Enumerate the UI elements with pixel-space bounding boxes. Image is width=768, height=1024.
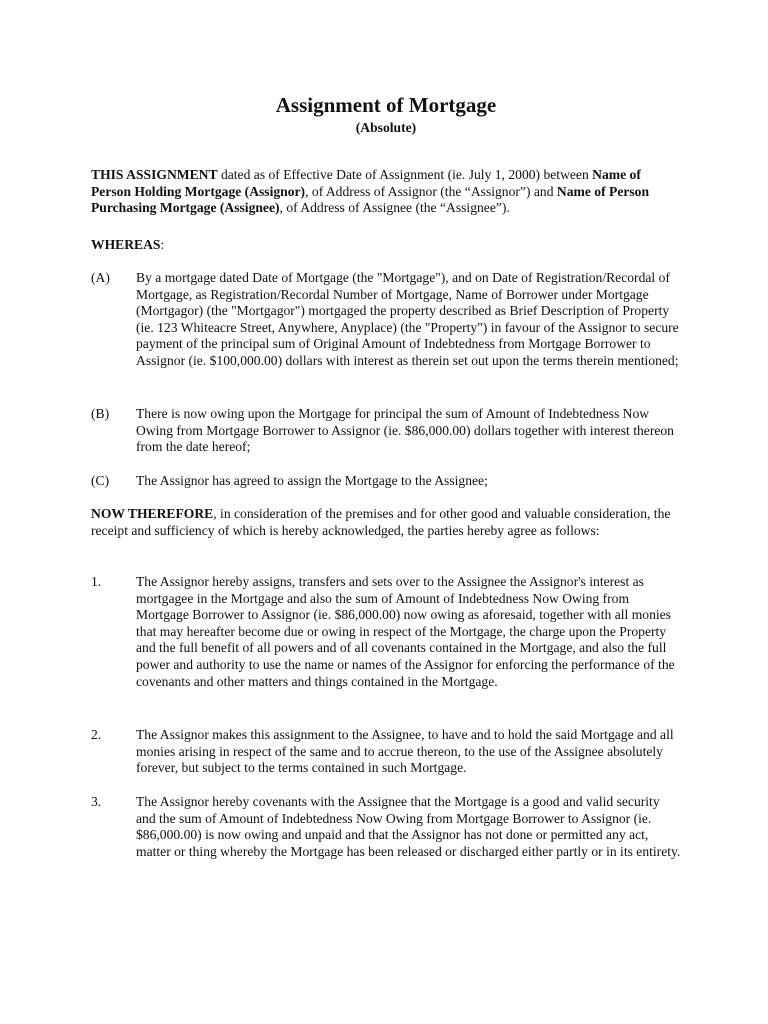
whereas-bold: WHEREAS [91, 237, 161, 252]
clause-number: 1. [91, 574, 102, 589]
intro-bold-this-assignment: THIS ASSIGNMENT [91, 167, 218, 182]
intro-bold-assignee: Name of Person Purchasing Mortgage (Assignee) [91, 183, 650, 216]
recital-label: (A) [91, 270, 110, 285]
document-title: Assignment of Mortgage [275, 93, 497, 117]
whereas-heading [91, 237, 681, 254]
intro-bold-assignor: Name of Person Holding Mortgage (Assignor) [91, 167, 641, 199]
clause-text: The Assignor makes this assignment to the Assignee, to have and to hold the said Mortgage and all monies arising in respect of the same and to accrue thereon, to the use of the Assignee absolutely forever, but subject to the terms contained in such Mortgage. [136, 727, 674, 776]
clause-number: 2. [91, 727, 102, 742]
clause-number: 3. [91, 794, 102, 809]
intro-paragraph [91, 167, 681, 217]
now-therefore-paragraph [91, 506, 681, 539]
clause-text: The Assignor hereby covenants with the Assignee that the Mortgage is a good and valid security and the sum of Amount of Indebtedness Now Owing from Mortgage Borrower to Assignor (ie. $86,000.00) is now owing and unpaid and that the Assignor has not done or permitted any act, matter or thing whereby the Mortgage has been released or discharged either partly or in its entirety. [136, 794, 681, 859]
recital-label: (B) [91, 406, 110, 421]
recital-label: (C) [91, 473, 110, 488]
recital-text: There is now owing upon the Mortgage for principal the sum of Amount of Indebtedness Now Owing from Mortgage Borrower to Assignor (ie. $86,000.00) dollars together with interest thereon from the date hereof; [136, 406, 674, 455]
now-therefore-text: , in consideration of the premises and for other good and valuable consideration, the receipt and sufficiency of which is hereby acknowledged, the parties hereby agree as follows: [91, 506, 671, 538]
clause-text: The Assignor hereby assigns, transfers and sets over to the Assignee the Assignor's interest as mortgagee in the Mortgage and also the sum of Amount of Indebtedness Now Owing from Mortgage Borrower to Assignor (ie. $86,000.00) now owing as aforesaid, together with all monies that may hereafter become due or owing in respect of the Mortgage, the charge upon the Property and the full benefit of all powers and of all covenants contained in the Mortgage, and also the full power and authority to use the name or names of the Assignor for enforcing the performance of the covenants and other matters and things contained in the Mortgage. [136, 574, 675, 689]
recital-text: By a mortgage dated Date of Mortgage (the "Mortgage"), and on Date of Registration/Recordal of Mortgage, as Registration/Recordal Number of Mortgage, Name of Borrower under Mortgage (Mortgagor) (the "Mortgagor") mortgaged the property described as Brief Description of Property (ie. 123 Whiteacre Street, Anywhere, Anyplace) (the "Property") in favour of the Assignor to secure payment of the principal sum of Original Amount of Indebtedness from Mortgage Borrower to Assignor (ie. $100,000.00) dollars with interest as therein set out upon the terms therein mentioned; [136, 270, 679, 368]
document-subtitle: (Absolute) [355, 120, 417, 135]
intro-text-3: , of Address of Assignee (the “Assignee”). [279, 200, 510, 216]
intro-text-2: , of Address of Assignor (the “Assignor”) and [305, 183, 557, 199]
recital-text: The Assignor has agreed to assign the Mortgage to the Assignee; [136, 473, 488, 488]
now-therefore-bold: NOW THEREFORE [91, 506, 214, 521]
whereas-colon: : [160, 237, 165, 252]
intro-text-1: dated as of Effective Date of Assignment (ie. July 1, 2000) between [217, 167, 593, 182]
